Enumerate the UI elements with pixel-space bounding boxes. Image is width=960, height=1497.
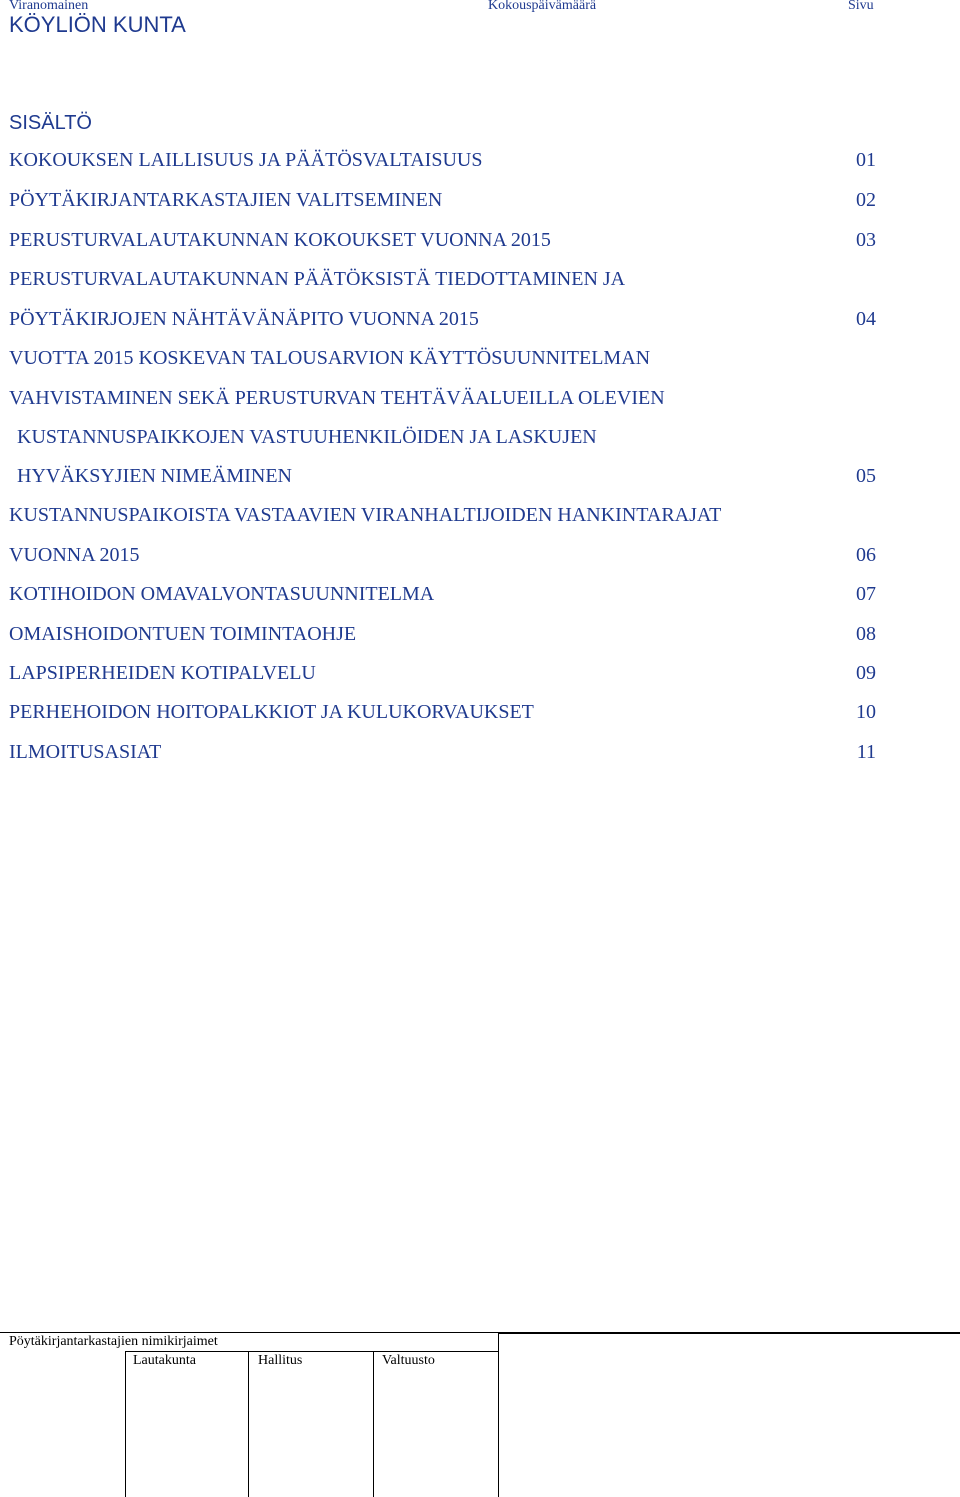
- divider: [373, 1351, 374, 1497]
- header-meeting-date-label: Kokouspäivämäärä: [488, 0, 597, 13]
- toc-entry-page: 09: [853, 660, 876, 686]
- toc-entry-text-line: KUSTANNUSPAIKKOJEN VASTUUHENKILÖIDEN JA LASKUJEN: [17, 426, 597, 448]
- toc-entry-text-line: KUSTANNUSPAIKOISTA VASTAAVIEN VIRANHALTIJOIDEN HANKINTARAJAT: [9, 504, 722, 526]
- toc-entry-text: LAPSIPERHEIDEN KOTIPALVELU: [9, 662, 316, 684]
- toc-entry-text: PERUSTURVALAUTAKUNNAN KOKOUKSET VUONNA 2015: [9, 229, 551, 251]
- toc-entry-page: 07: [853, 581, 876, 607]
- organization-name: KÖYLIÖN KUNTA: [9, 12, 186, 37]
- toc-entry-text: OMAISHOIDONTUEN TOIMINTAOHJE: [9, 623, 357, 645]
- divider: [248, 1351, 249, 1497]
- toc-entry[interactable]: [9, 739, 876, 765]
- header-authority-label: Viranomainen: [9, 0, 89, 13]
- toc-entry-text: PÖYTÄKIRJOJEN NÄHTÄVÄNÄPITO VUONNA 2015: [9, 308, 479, 330]
- toc-entry-text: ILMOITUSASIAT: [9, 741, 162, 763]
- divider: [498, 1332, 960, 1334]
- toc-entry[interactable]: [9, 699, 876, 725]
- toc-entry-page: 08: [853, 621, 876, 647]
- toc-entry-page: 06: [853, 542, 876, 568]
- toc-entry-text: KOKOUKSEN LAILLISUUS JA PÄÄTÖSVALTAISUUS: [9, 149, 483, 171]
- toc-entry[interactable]: [9, 581, 876, 607]
- signature-column-valtuusto: Valtuusto: [382, 1353, 435, 1368]
- divider: [498, 1332, 499, 1497]
- toc-title: SISÄLTÖ: [9, 112, 92, 134]
- toc-entry-text: VUONNA 2015: [9, 544, 140, 566]
- toc-entry[interactable]: [9, 621, 876, 647]
- toc-entry[interactable]: [9, 147, 876, 173]
- divider: [125, 1351, 498, 1352]
- toc-entry-text-line: VAHVISTAMINEN SEKÄ PERUSTURVAN TEHTÄVÄALUEILLA OLEVIEN: [9, 387, 665, 409]
- signatures-label: Pöytäkirjantarkastajien nimikirjaimet: [9, 1334, 218, 1349]
- toc-entry-page: 11: [854, 739, 876, 765]
- toc-entry-page: 10: [853, 699, 876, 725]
- signature-column-lautakunta: Lautakunta: [133, 1353, 196, 1368]
- toc-entry[interactable]: [9, 227, 876, 253]
- toc-entry[interactable]: [9, 542, 876, 568]
- divider: [125, 1351, 126, 1497]
- toc-entry[interactable]: [17, 463, 876, 489]
- toc-entry-page: 03: [853, 227, 876, 253]
- toc-entry-page: 05: [853, 463, 876, 489]
- toc-entry-text: KOTIHOIDON OMAVALVONTASUUNNITELMA: [9, 583, 435, 605]
- toc-entry-page: 02: [853, 187, 876, 213]
- header-page-label: Sivu: [848, 0, 874, 13]
- toc-entry-text: PERHEHOIDON HOITOPALKKIOT JA KULUKORVAUKSET: [9, 701, 534, 723]
- toc-entry[interactable]: [9, 660, 876, 686]
- toc-entry-page: 04: [853, 306, 876, 332]
- signature-box: [0, 1330, 960, 1497]
- toc-entry[interactable]: [9, 187, 876, 213]
- divider: [0, 1332, 498, 1333]
- toc-entry-text: HYVÄKSYJIEN NIMEÄMINEN: [17, 465, 292, 487]
- signature-column-hallitus: Hallitus: [258, 1353, 303, 1368]
- toc-entry-text-line: VUOTTA 2015 KOSKEVAN TALOUSARVION KÄYTTÖSUUNNITELMAN: [9, 347, 651, 369]
- toc-entry-text: PÖYTÄKIRJANTARKASTAJIEN VALITSEMINEN: [9, 189, 443, 211]
- toc-entry-page: 01: [853, 147, 876, 173]
- toc-entry-text-line: PERUSTURVALAUTAKUNNAN PÄÄTÖKSISTÄ TIEDOTTAMINEN JA: [9, 268, 626, 290]
- toc-entry[interactable]: [9, 306, 876, 332]
